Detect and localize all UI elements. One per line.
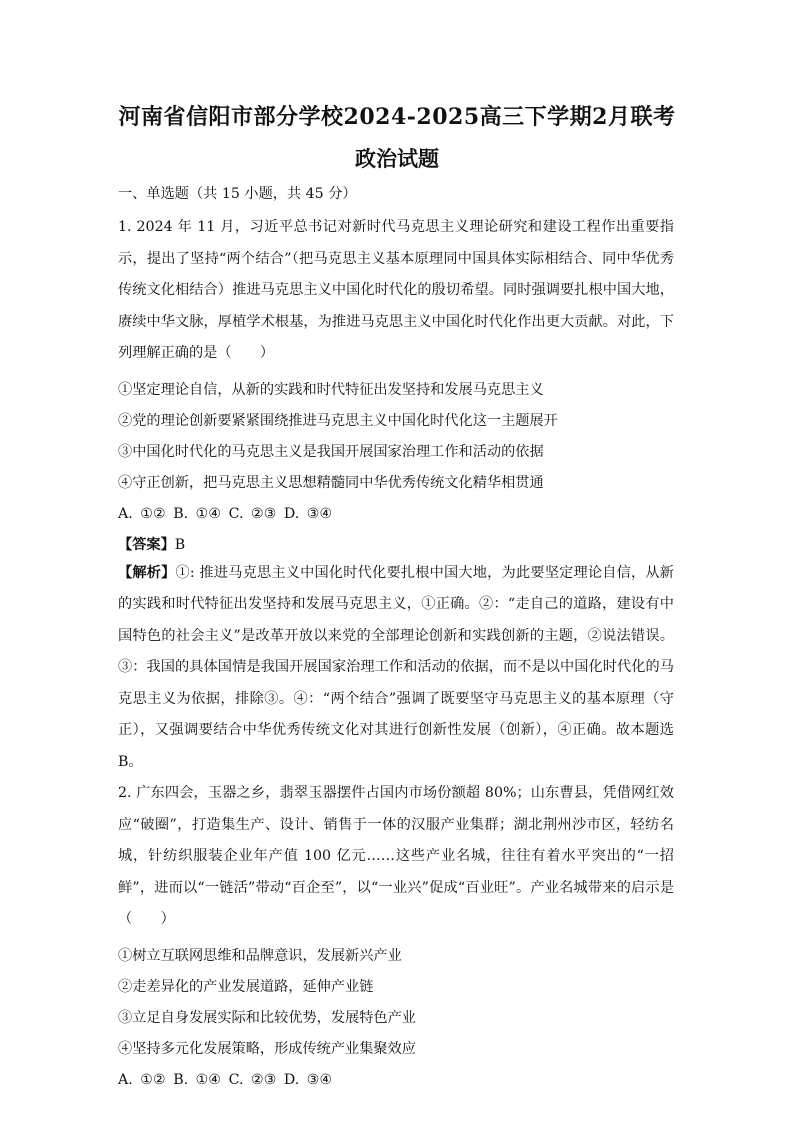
- document-title: 河南省信阳市部分学校2024-2025高三下学期2月联考: [118, 104, 676, 130]
- question-option: ③中国化时代化的马克思主义是我国开展国家治理工作和活动的依据: [118, 443, 544, 460]
- question-option: ④坚持多元化发展策略，形成传统产业集聚效应: [118, 1040, 416, 1057]
- document-subtitle: 政治试题: [355, 146, 439, 171]
- analysis-label: 【解析】: [118, 564, 176, 581]
- question-option: ③立足自身发展实际和比较优势，发展特色产业: [118, 1009, 416, 1026]
- question-1: [118, 212, 674, 778]
- document-body: [118, 183, 674, 1091]
- question-option: ①树立互联网思维和品牌意识，发展新兴产业: [118, 947, 402, 964]
- analysis-paragraph: [118, 558, 674, 779]
- question-2: [118, 778, 674, 1091]
- question-option: ④守正创新，把马克思主义思想精髓同中华优秀传统文化精华相贯通: [118, 474, 544, 491]
- question-option: ②党的理论创新要紧紧围绕推进马克思主义中国化时代化这一主题展开: [118, 412, 558, 429]
- answer-line: [118, 534, 674, 556]
- analysis-text: ①: 推进马克思主义中国化时代化要扎根中国大地，为此要坚定理论自信，从新的实践和时代特征出发坚持和发展马克思主义，①正确。②：“走自己的道路，建设有中国特色的社会主义”是改革开放以来党的全部理论创新和实践创新的主题，②说法错误。③：我国的具体国情是我国开展国家治理工作和活动的依据，而不是以中国化时代化的马克思主义为依据，排除③。④：“两个结合”强调了既要坚守马克思主义的基本原理（守正），又强调要结合中华优秀传统文化对其进行创新性发展（创新），④正确。故本题选 B。: [118, 564, 674, 770]
- question-stem: 2. 广东四会，玉器之乡，翡翠玉器摆件占国内市场份额超 80%；山东曹县，凭借网红效应“破圈”，打造集生产、设计、销售于一体的汉服产业集群；湖北荆州沙市区，轻纺名城，针纺织服装企业年产值 100 亿元……这些产业名城，往往有着水平突出的“一招鲜”，进而以“一链活”带动“百企至”，以“一业兴”促成“百业旺”。产业名城带来的启示是（ ）: [118, 785, 674, 927]
- question-option: ②走差异化的产业发展道路，延伸产业链: [118, 978, 374, 995]
- answer-value: B: [174, 536, 186, 553]
- section-header: 一、单选题（共 15 小题，共 45 分）: [118, 186, 357, 202]
- answer-choices: A. ①② B. ①④ C. ②③ D. ③④: [118, 505, 333, 522]
- answer-label: 【答案】: [118, 536, 175, 553]
- question-option: ①坚定理论自信，从新的实践和时代特征出发坚持和发展马克思主义: [118, 381, 544, 398]
- question-stem: 1. 2024 年 11 月，习近平总书记对新时代马克思主义理论研究和建设工程作出重要指示，提出了坚持“两个结合”（把马克思主义基本原理同中国具体实际相结合、同中华优秀传统文化相结合）推进马克思主义中国化时代化的殷切希望。同时强调要扎根中国大地，赓续中华文脉，厚植学术根基，为推进马克思主义中国化时代化作出更大贡献。对此，下列理解正确的是（ ）: [118, 219, 674, 361]
- answer-choices: A. ①② B. ①④ C. ②③ D. ③④: [118, 1071, 333, 1088]
